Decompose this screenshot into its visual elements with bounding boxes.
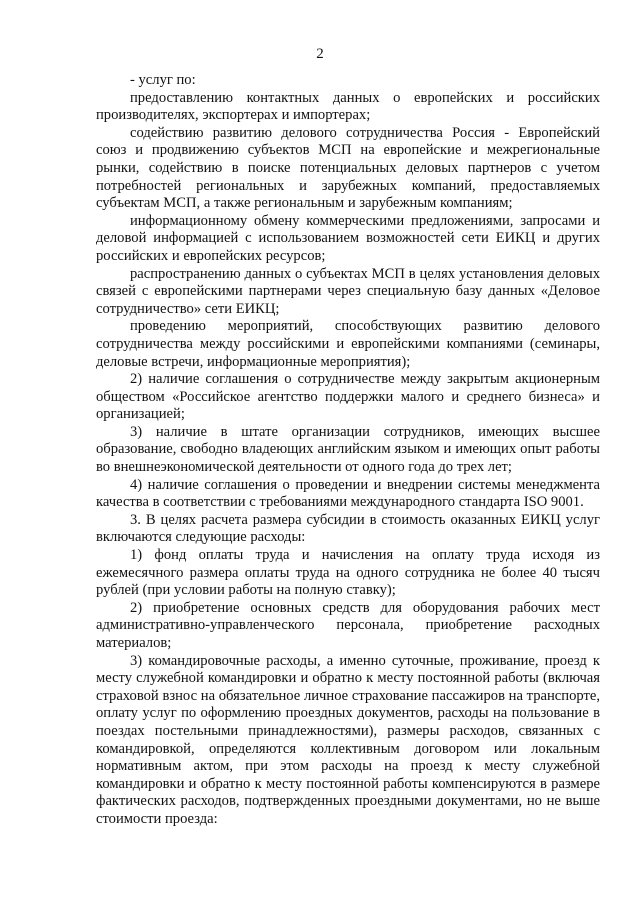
paragraph-events: проведению мероприятий, способствующих развитию делового сотрудничества между российскими и европейскими компаниями (семинары, деловые встречи, информационные мероприятия); <box>96 318 600 370</box>
paragraph-services-intro: - услуг по: <box>130 72 196 88</box>
paragraph-information-exchange: информационному обмену коммерческими предложениями, запросами и деловой информацией с использованием возможностей сети ЕИКЦ и других российских и европейских ресурсов; <box>96 212 600 264</box>
paragraph-section-3-intro: 3. В целях расчета размера субсидии в стоимость оказанных ЕИКЦ услуг включаются следующие расходы: <box>96 511 600 546</box>
document-body <box>96 72 600 829</box>
paragraph-contact-data: предоставлению контактных данных о европейских и российских производителях, экспортерах и импортерах; <box>96 89 600 124</box>
paragraph-item-4-iso: 4) наличие соглашения о проведении и внедрении системы менеджмента качества в соответствии с требованиями международного стандарта ISO 9001. <box>96 476 600 511</box>
paragraph-expense-1-payroll: 1) фонд оплаты труда и начисления на оплату труда исходя из ежемесячного размера оплаты труда на одного сотрудника не более 40 тысяч рублей (при условии работы на полную ставку); <box>96 547 600 599</box>
paragraph-item-3-staff: 3) наличие в штате организации сотрудников, имеющих высшее образование, свободно владеющих английским языком и имеющих опыт работы во внешнеэкономической деятельности от одного года до трех лет; <box>96 423 600 476</box>
page-number: 2 <box>316 46 324 62</box>
paragraph-expense-3-travel: 3) командировочные расходы, а именно суточные, проживание, проезд к месту служебной командировки и обратно к месту постоянной работы (включая страховой взнос на обязательное личное страхование пассажиров на транспорте, оплату услуг по оформлению проездных документов, расходы на пользование в поездах постельными принадлежностями), размеры расходов, связанных с командировкой, определяются коллективным договором или локальным нормативным актом, при этом расходы на проезд к месту служебной командировки и обратно к месту постоянной работы компенсируются в размере фактических расходов, подтвержденных проездными документами, но не выше стоимости проезда: <box>96 652 600 827</box>
paragraph-item-2-agreement: 2) наличие соглашения о сотрудничестве между закрытым акционерным обществом «Российское агентство поддержки малого и среднего бизнеса» и организацией; <box>96 371 600 423</box>
paragraph-expense-2-fixed-assets: 2) приобретение основных средств для оборудования рабочих мест административно-управленческого персонала, приобретение расходных материалов; <box>96 599 600 651</box>
paragraph-data-distribution: распространению данных о субъектах МСП в целях установления деловых связей с европейскими партнерами через специальную базу данных «Деловое сотрудничество» сети ЕИКЦ; <box>96 265 600 317</box>
paragraph-business-cooperation: содействию развитию делового сотрудничества Россия - Европейский союз и продвижению субъектов МСП на европейские и межрегиональные рынки, содействию в поиске потенциальных деловых партнеров с учетом потребностей региональных и зарубежных компаний, предоставляемых субъектам МСП, а также региональным и зарубежным компаниям; <box>96 124 600 212</box>
